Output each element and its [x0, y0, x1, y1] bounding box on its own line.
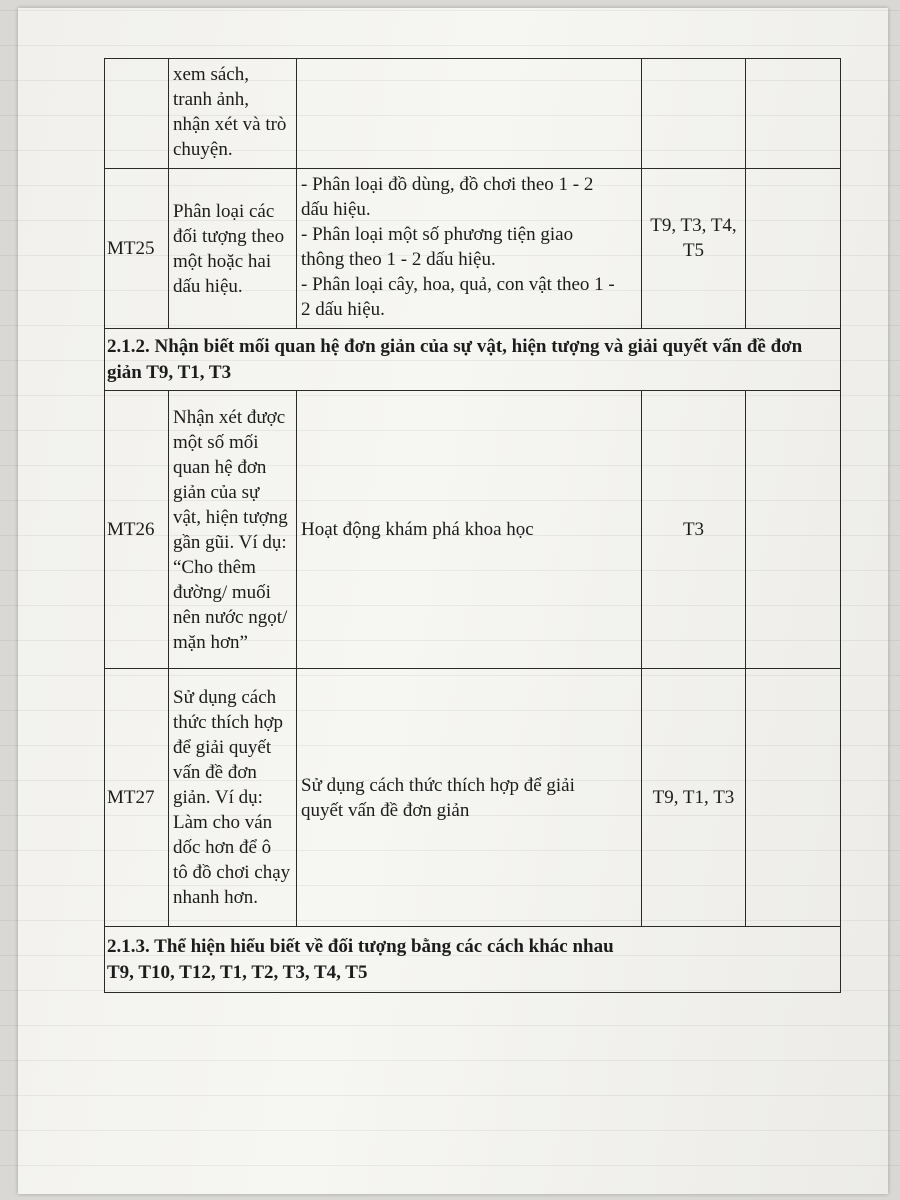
section-header-row	[105, 329, 841, 391]
activity-cell: - Phân loại đồ dùng, đồ chơi theo 1 - 2 dấu hiệu. - Phân loại một số phương tiện giao thông theo 1 - 2 dấu hiệu. - Phân loại cây, hoa, quả, con vật theo 1 - 2 dấu hiệu.	[297, 169, 642, 329]
activity-cell: Hoạt động khám phá khoa học	[297, 391, 642, 669]
code-cell: MT25	[105, 169, 169, 329]
extra-cell	[746, 59, 841, 169]
extra-cell	[746, 169, 841, 329]
code-cell	[105, 59, 169, 169]
groups-cell: T3	[642, 391, 746, 669]
objective-cell: Phân loại các đối tượng theo một hoặc hai dấu hiệu.	[169, 169, 297, 329]
section-heading: 2.1.2. Nhận biết mối quan hệ đơn giản của sự vật, hiện tượng và giải quyết vấn đề đơn giản T9, T1, T3	[105, 329, 841, 391]
table-row	[105, 169, 841, 329]
curriculum-table	[104, 58, 841, 993]
objective-cell: Sử dụng cách thức thích hợp để giải quyết vấn đề đơn giản. Ví dụ: Làm cho ván dốc hơn để ô tô đồ chơi chạy nhanh hơn.	[169, 669, 297, 927]
code-cell: MT27	[105, 669, 169, 927]
activity-cell	[297, 59, 642, 169]
extra-cell	[746, 391, 841, 669]
groups-cell: T9, T1, T3	[642, 669, 746, 927]
section-heading: 2.1.3. Thể hiện hiểu biết về đối tượng bằng các cách khác nhau T9, T10, T12, T1, T2, T3, T4, T5	[105, 927, 841, 993]
table-row	[105, 59, 841, 169]
table-row	[105, 669, 841, 927]
activity-cell: Sử dụng cách thức thích hợp để giải quyết vấn đề đơn giản	[297, 669, 642, 927]
objective-cell: Nhận xét được một số mối quan hệ đơn giản của sự vật, hiện tượng gần gũi. Ví dụ: “Cho thêm đường/ muối nên nước ngọt/ mặn hơn”	[169, 391, 297, 669]
groups-cell	[642, 59, 746, 169]
groups-cell: T9, T3, T4, T5	[642, 169, 746, 329]
extra-cell	[746, 669, 841, 927]
code-cell: MT26	[105, 391, 169, 669]
table-row	[105, 391, 841, 669]
objective-cell: xem sách, tranh ảnh, nhận xét và trò chuyện.	[169, 59, 297, 169]
section-header-row	[105, 927, 841, 993]
